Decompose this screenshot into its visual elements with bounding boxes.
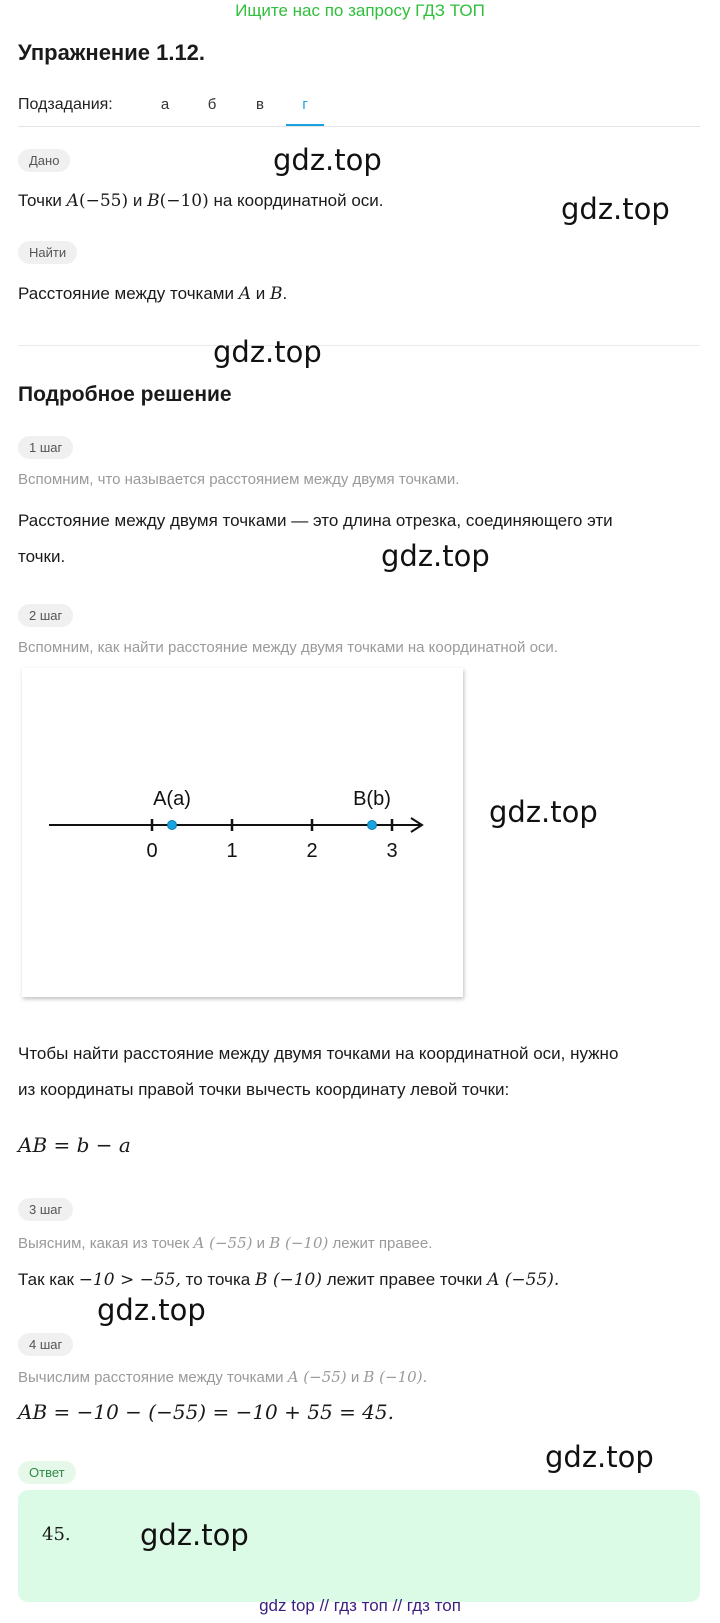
step1-section [18,436,73,459]
promo-banner[interactable]: Ищите нас по запросу ГДЗ ТОП [235,1,485,20]
tab-subtask-b[interactable]: б [207,96,217,113]
tab-subtask-g[interactable]: г [286,96,324,126]
step4-section [18,1333,73,1356]
subtasks-label: Подзадания: [18,96,113,113]
find-chip: Найти [18,241,77,264]
find-section [18,241,77,264]
given-chip: Дано [18,149,70,172]
watermark: gdz.top [140,1518,249,1552]
step1-chip: 1 шаг [18,436,73,459]
step2-chip: 2 шаг [18,604,73,627]
step2-hint: Вспомним, как найти расстояние между двумя точками на координатной оси. [18,639,558,656]
answer-value: 45. [42,1524,71,1545]
point-b-marker [368,821,377,830]
step3-hint: Выясним, какая из точек A (−55) и B (−10) лежит правее. [18,1234,433,1252]
solution-title: Подробное решение [18,383,232,406]
answer-chip: Ответ [18,1461,76,1484]
point-a-marker [168,821,177,830]
step3-chip: 3 шаг [18,1198,73,1221]
step3-section [18,1198,73,1221]
tab-subtask-v[interactable]: в [256,96,264,113]
given-section [18,149,70,172]
tick-label: 2 [306,840,318,862]
watermark: gdz.top [213,335,322,369]
point-b-label: B(b) [353,788,391,810]
tick-label: 0 [146,840,158,862]
step4-formula: AB = −10 − (−55) = −10 + 55 = 45. [18,1400,394,1424]
step2-text: Чтобы найти расстояние между двумя точками на координатной оси, нужно из координаты правой точки вычесть координату левой точки: [18,1044,619,1099]
subtasks-bar [18,90,700,127]
step1-text: Расстояние между двумя точками — это длина отрезка, соединяющего эти точки. [18,511,613,566]
watermark: gdz.top [489,795,598,829]
step4-chip: 4 шаг [18,1333,73,1356]
point-a-label: A(a) [153,788,191,810]
page-title: Упражнение 1.12. [18,40,206,65]
watermark: gdz.top [545,1440,654,1474]
number-line-svg [22,668,463,997]
watermark: gdz.top [381,539,490,573]
step1-hint: Вспомним, что называется расстоянием между двумя точками. [18,471,460,488]
tick-label: 1 [226,840,238,862]
watermark: gdz.top [561,192,670,226]
number-line-figure [22,668,463,997]
answer-section [18,1461,76,1484]
step2-formula: AB = b − a [18,1133,131,1157]
watermark: gdz.top [273,143,382,177]
step3-text: Так как −10 > −55, то точка B (−10) лежит правее точки A (−55). [18,1270,560,1290]
section-divider [18,345,700,346]
step4-hint: Вычислим расстояние между точками A (−55) и B (−10). [18,1368,428,1386]
tick-label: 3 [386,840,398,862]
find-text: Расстояние между точками A и B. [18,284,288,304]
footer-links[interactable]: gdz top // гдз топ // гдз топ [259,1596,461,1615]
answer-box [18,1490,700,1602]
watermark: gdz.top [97,1293,206,1327]
given-text: Точки A(−55) и B(−10) на координатной оси. [18,191,384,211]
step2-section [18,604,73,627]
tab-subtask-a[interactable]: а [160,96,170,113]
